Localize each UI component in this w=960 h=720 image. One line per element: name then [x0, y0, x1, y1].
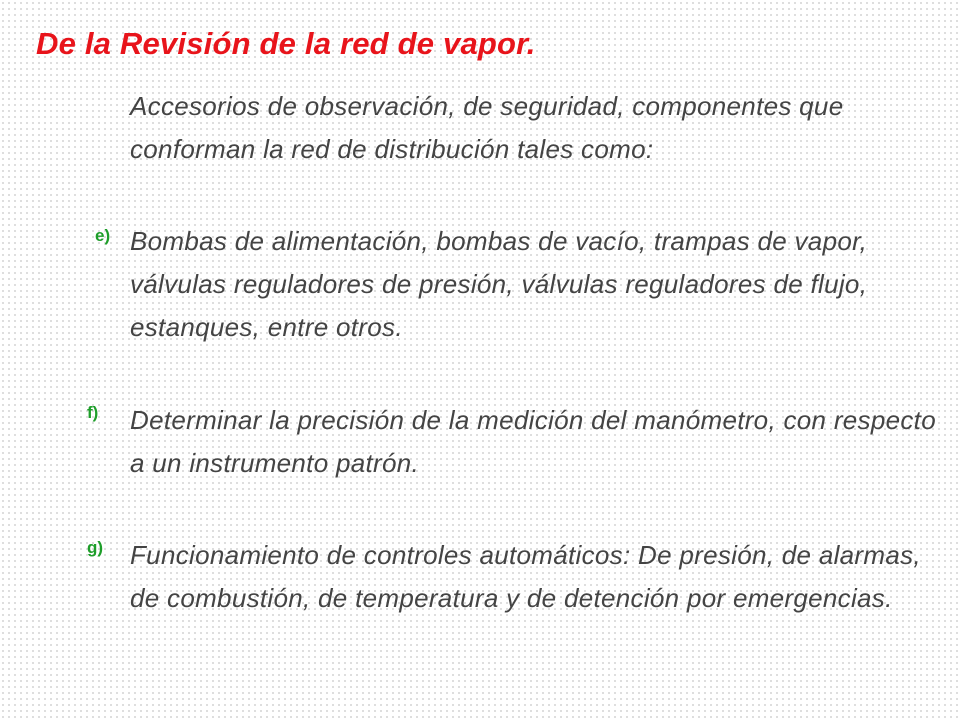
item-marker-f: f)	[87, 403, 99, 422]
item-text-g: Funcionamiento de controles automáticos: De presión, de alarmas, de combustión, de temperatura y de detención por emergencias.	[130, 540, 921, 613]
item-text-e: Bombas de alimentación, bombas de vacío, trampas de vapor, válvulas reguladores de presión, válvulas reguladores de flujo, estanques, entre otros.	[130, 226, 868, 342]
item-marker-e: e)	[95, 226, 111, 245]
intro-paragraph: Accesorios de observación, de seguridad, componentes que conforman la red de distribución tales como:	[130, 91, 844, 164]
slide-title: De la Revisión de la red de vapor.	[36, 26, 536, 61]
item-marker-g: g)	[87, 538, 104, 557]
item-text-f: Determinar la precisión de la medición del manómetro, con respecto a un instrumento patrón.	[130, 405, 936, 478]
